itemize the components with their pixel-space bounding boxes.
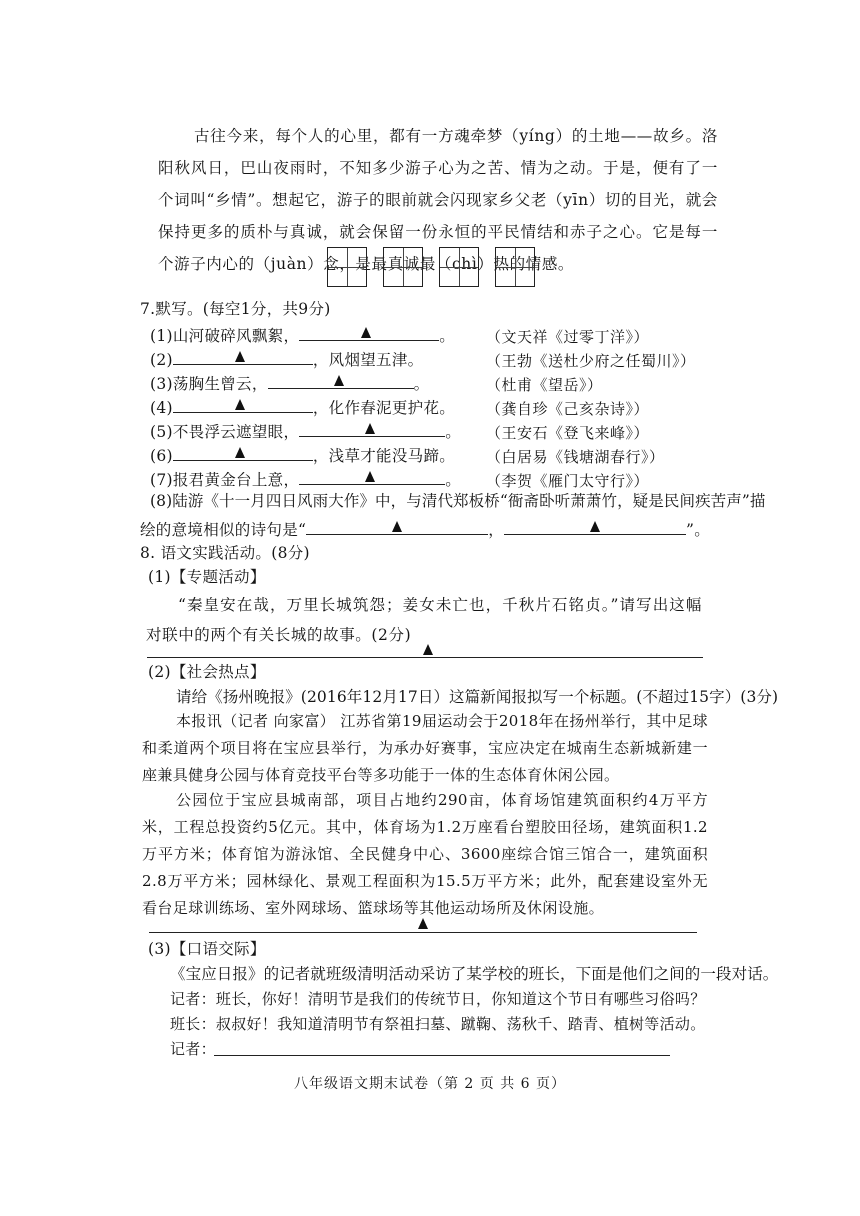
dialog-monitor: 班长：叔叔好！我知道清明节有祭祖扫墓、蹴鞠、荡秋千、踏青、植树等活动。: [170, 1015, 706, 1033]
source-3: （杜甫《望岳》）: [486, 376, 603, 394]
blank-2[interactable]: [173, 350, 313, 365]
q7-item-2: (2) ，风烟望五津。: [150, 351, 424, 369]
q7-item-8-line1: (8)陆游《十一月四日风雨大作》中，与清代郑板桥“衙斋卧听萧萧竹，疑是民间疾苦声”描: [150, 492, 766, 510]
answer-marker-1: [423, 644, 433, 655]
q8-sub3-title: (3)【口语交际】: [148, 940, 266, 958]
source-6: （白居易《钱塘湖春行》）: [486, 448, 665, 466]
blank-8a[interactable]: [306, 520, 488, 535]
blank-8b[interactable]: [504, 520, 686, 535]
source-4: （龚自珍《己亥杂诗》）: [486, 400, 650, 418]
answer-marker-2: [418, 918, 428, 929]
source-1: （文天祥《过零丁洋》）: [486, 328, 650, 346]
q8-sub3-intro: 《宝应日报》的记者就班级清明活动采访了某学校的班长，下面是他们之间的一段对话。: [170, 965, 779, 983]
q7-item-6: (6) ，浅草才能没马蹄。: [150, 447, 456, 465]
intro-paragraph: 古往今来，每个人的心里，都有一方魂牵梦（yíng）的土地——故乡。洛阳秋风日，巴山夜雨时，不知多少游子心为之苦、情为之动。于是，便有了一个词叫“乡情”。想起它，游子的眼前就会闪现家乡父老（yīn）切的目光，就会保持更多的质朴与真诚，就会保留一份永恒的平民情结和赤子之心。它是每一个游子内心的（juàn）念，是最真诚最（chì）热的情感。: [158, 127, 718, 273]
q7-item-5: (5)不畏浮云遮望眼， 。: [150, 423, 462, 441]
q8-sub1-text: “秦皇安在哉，万里长城筑怨；姜女未亡也，千秋片石铭贞。”请写出这幅对联中的两个有关长城的故事。(2分): [146, 596, 702, 644]
dialog-answer-line[interactable]: [214, 1055, 670, 1056]
news-paragraph-2: 公园位于宝应县城南部，项目占地约290亩，体育场馆建筑面积约4万平方米，工程总投资约5亿元。其中，体育场为1.2万座看台塑胶田径场，建筑面积1.2万平方米；体育馆为游泳馆、全民健身中心、3600座综合馆三馆合一，建筑面积2.8万平方米；园林绿化、景观工程面积为15.5万平方米；此外，配套建设室外无看台足球训练场、室外网球场、篮球场等其他运动场所及休闲设施。: [142, 791, 708, 917]
blank-5[interactable]: [299, 422, 445, 437]
answer-grid-1[interactable]: [327, 247, 367, 287]
q8-sub2-prompt: 请给《扬州晚报》(2016年12月17日）这篇新闻报拟写一个标题。(不超过15字）(3分): [176, 688, 779, 706]
q7-title: 7.默写。(每空1分，共9分): [140, 300, 331, 318]
page-footer: 八年级语文期末试卷（第 2 页 共 6 页）: [293, 1076, 567, 1092]
q8-sub1-title: (1)【专题活动】: [148, 568, 266, 586]
q7-item-3: (3)荡胸生曾云， 。: [150, 375, 430, 393]
blank-1[interactable]: [299, 326, 439, 341]
news-paragraph-1: 本报讯（记者 向家富） 江苏省第19届运动会于2018年在扬州举行，其中足球和柔道两个项目将在宝应县举行，为承办好赛事，宝应决定在城南生态新城新建一座兼具健身公园与体育竞技平台等多功能于一体的生态体育休闲公园。: [142, 712, 708, 784]
q7-item-7: (7)报君黄金台上意， 。: [150, 471, 462, 489]
q7-item-8-line2: 绘的意境相似的诗句是“ ， ”。: [140, 521, 711, 539]
blank-3[interactable]: [268, 374, 414, 389]
q8-sub2-title: (2)【社会热点】: [148, 663, 266, 681]
dialog-reporter-2: 记者：: [170, 1040, 216, 1058]
q7-item-1: (1)山河破碎风飘絮， 。: [150, 327, 456, 345]
source-5: （王安石《登飞来峰》）: [486, 424, 650, 442]
q8-title: 8. 语文实践活动。(8分): [140, 544, 310, 562]
blank-4[interactable]: [173, 398, 313, 413]
dialog-reporter-1: 记者：班长，你好！清明节是我们的传统节日，你知道这个节日有哪些习俗吗？: [170, 990, 706, 1008]
answer-grid-4[interactable]: [495, 247, 535, 287]
source-7: （李贺《雁门太守行》）: [486, 472, 650, 490]
source-2: （王勃《送杜少府之任蜀川》）: [486, 352, 696, 370]
answer-grid-3[interactable]: [439, 247, 479, 287]
q8-sub1-answer-line[interactable]: [147, 657, 703, 658]
answer-grid-2[interactable]: [383, 247, 423, 287]
q7-item-4: (4) ，化作春泥更护花。: [150, 399, 456, 417]
blank-6[interactable]: [173, 446, 313, 461]
q8-sub2-answer-line[interactable]: [149, 932, 697, 933]
blank-7[interactable]: [299, 470, 445, 485]
